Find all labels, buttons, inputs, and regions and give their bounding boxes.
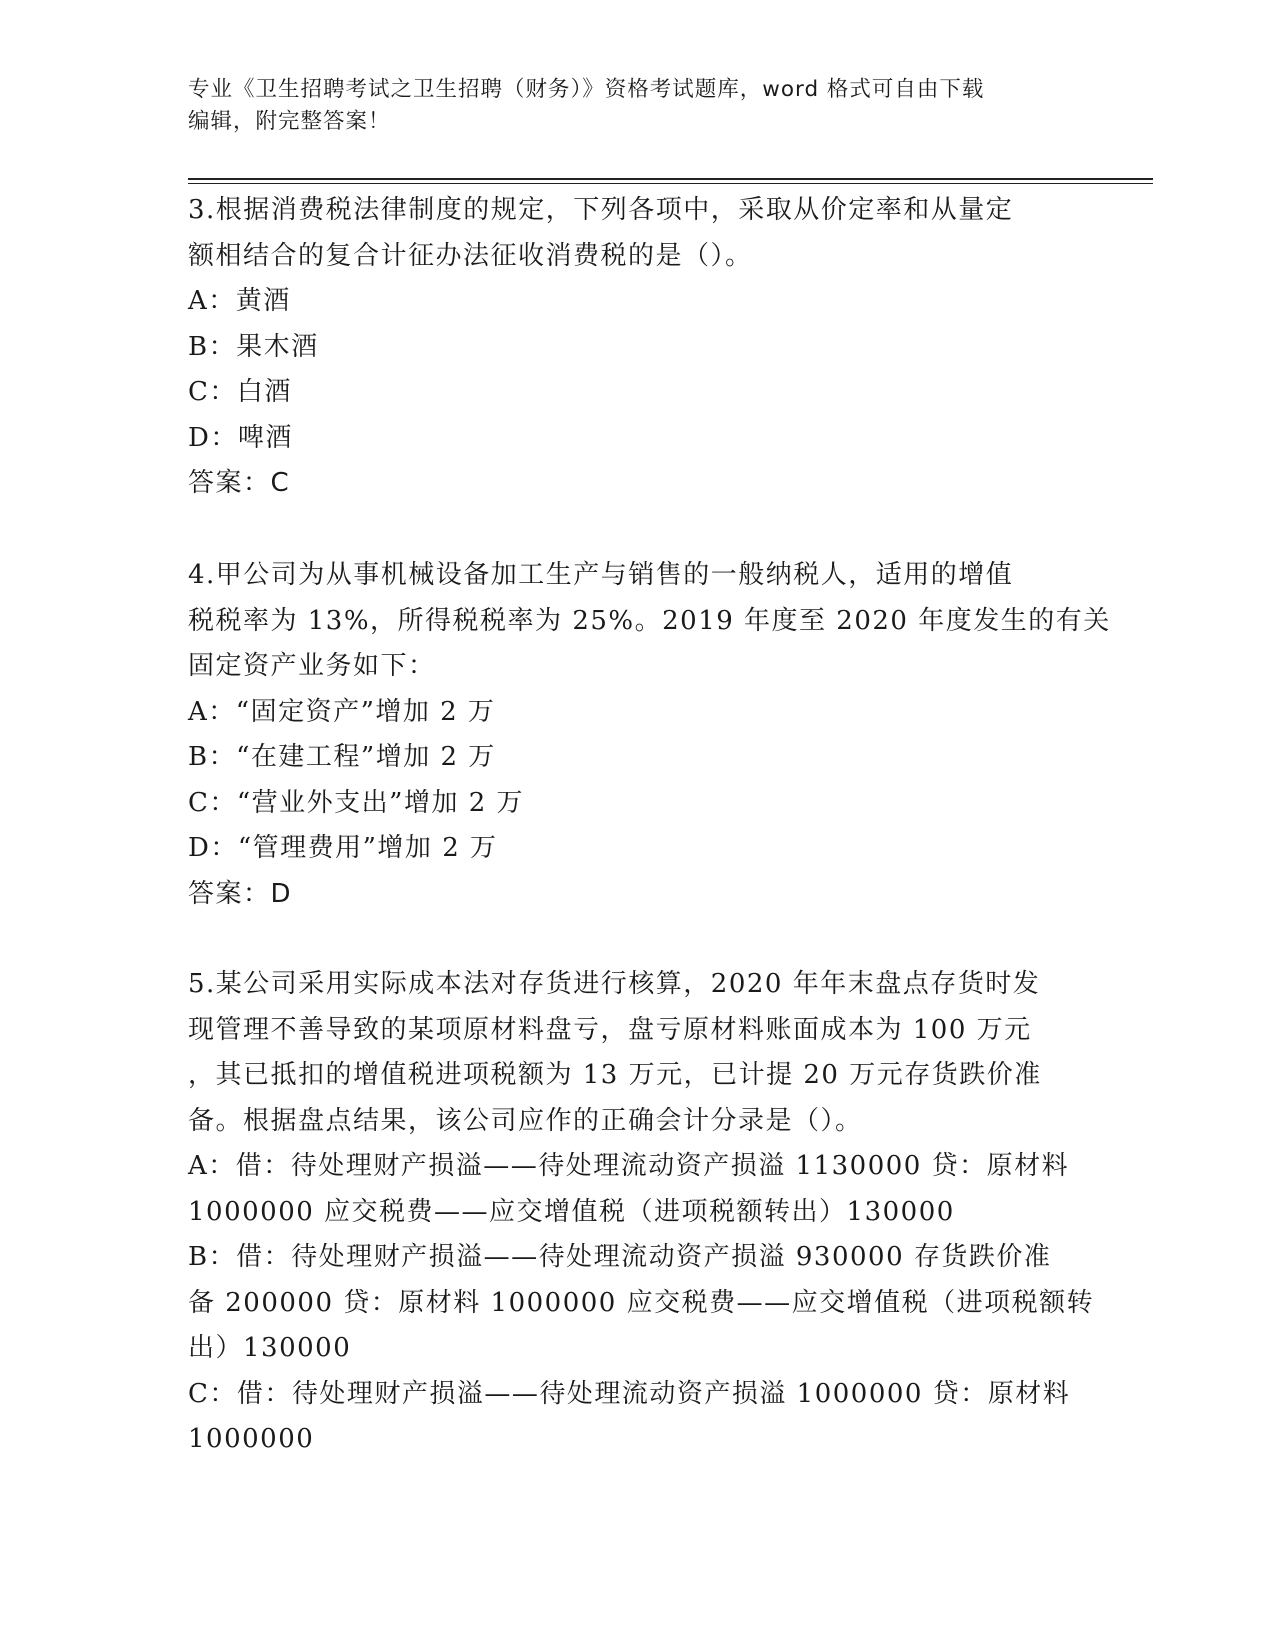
option-d: D：啤酒: [188, 422, 293, 453]
option-c-continued: 1000000: [188, 1424, 315, 1454]
option-b: B：借：待处理财产损溢——待处理流动资产损溢 930000 存货跌价准: [188, 1242, 1052, 1272]
question-stem-line: 5.某公司采用实际成本法对存货进行核算，2020 年年末盘点存货时发: [188, 969, 1041, 999]
answer-label: 答案：C: [188, 468, 291, 498]
question-stem-line: ，其已抵扣的增值税进项税额为 13 万元，已计提 20 万元存货跌价准: [188, 1060, 1042, 1090]
option-a: A：借：待处理财产损溢——待处理流动资产损溢 1130000 贷：原材料: [188, 1151, 1070, 1181]
question-3: [188, 188, 1088, 507]
question-stem-line: 税税率为 13%，所得税税率为 25%。2019 年度至 2020 年度发生的有关: [188, 605, 1111, 636]
option-c: C：借：待处理财产损溢——待处理流动资产损溢 1000000 贷：原材料: [188, 1378, 1071, 1409]
header-line-1: 专业《卫生招聘考试之卫生招聘（财务）》资格考试题库，word 格式可自由下载: [188, 77, 985, 102]
question-stem-line: 3.根据消费税法律制度的规定，下列各项中，采取从价定率和从量定: [188, 195, 1014, 225]
question-stem-line: 4.甲公司为从事机械设备加工生产与销售的一般纳税人，适用的增值: [188, 560, 1014, 590]
option-b: B：“在建工程”增加 2 万: [188, 742, 496, 772]
option-b-continued: 备 200000 贷：原材料 1000000 应交税费——应交增值税（进项税额转: [188, 1287, 1095, 1318]
question-stem-line: 额相结合的复合计征办法征收消费税的是（）。: [188, 240, 753, 271]
document-header: [188, 74, 1078, 138]
option-c: C：“营业外支出”增加 2 万: [188, 787, 525, 818]
header-rule-thin: [188, 183, 1153, 184]
option-a: A：“固定资产”增加 2 万: [188, 696, 496, 727]
question-5: [188, 962, 1095, 1463]
option-d: D：“管理费用”增加 2 万: [188, 833, 498, 863]
option-b: B：果木酒: [188, 331, 319, 362]
answer-label: 答案：D: [188, 878, 293, 909]
header-rule-thick: [188, 178, 1153, 180]
option-a: A：黄酒: [188, 286, 291, 316]
option-c: C：白酒: [188, 377, 292, 407]
question-stem-line: 备。根据盘点结果，该公司应作的正确会计分录是（）。: [188, 1105, 863, 1136]
question-stem-line: 现管理不善导致的某项原材料盘亏，盘亏原材料账面成本为 100 万元: [188, 1014, 1032, 1045]
question-4: [188, 553, 1111, 917]
option-a-continued: 1000000 应交税费——应交增值税（进项税额转出）130000: [188, 1196, 955, 1227]
option-b-continued: 出）130000: [188, 1333, 352, 1363]
question-stem-line: 固定资产业务如下：: [188, 651, 436, 681]
header-line-2: 编辑，附完整答案！: [188, 109, 391, 134]
